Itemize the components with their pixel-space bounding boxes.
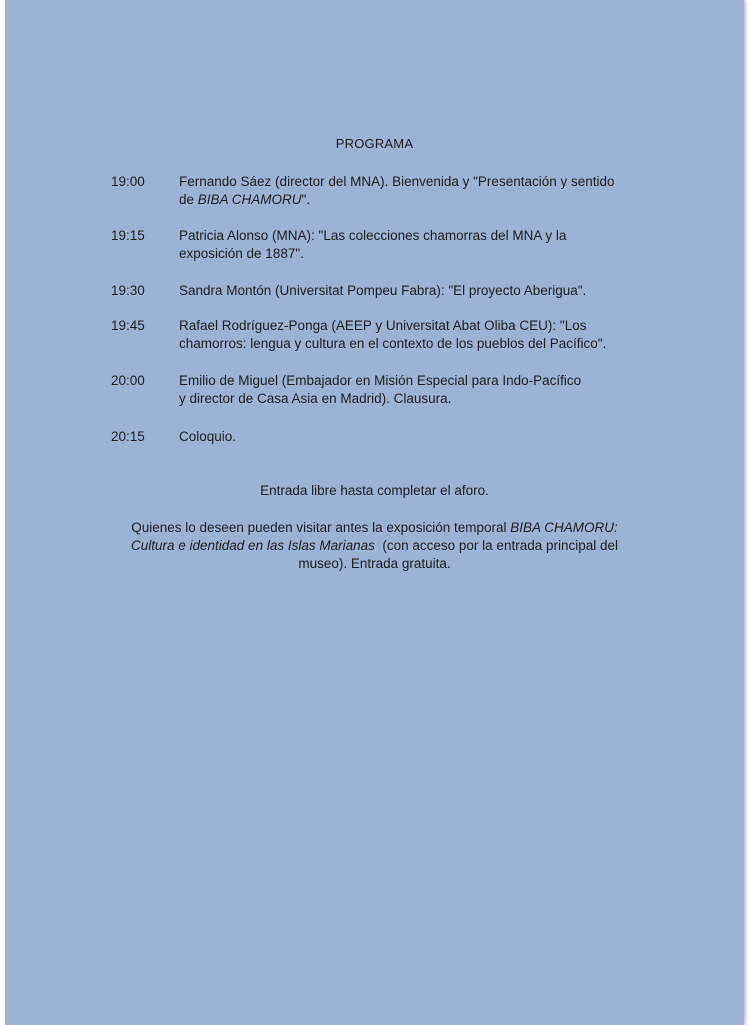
program-item-time: 19:45 (111, 318, 145, 333)
program-item-text: de (179, 192, 198, 207)
program-item-line: exposición de 1887". (179, 246, 304, 261)
program-item-line: Emilio de Miguel (Embajador en Misión Especial para Indo-Pacífico (179, 373, 582, 388)
visit-line: museo). Entrada gratuita. (298, 556, 451, 571)
entrada-note (5, 482, 744, 500)
visit-text: (con acceso por la entrada principal del (374, 538, 619, 553)
document-page (5, 0, 744, 1025)
program-item-description (179, 428, 649, 446)
exhibition-subtitle: Cultura e identidad en las Islas Marianas (130, 538, 375, 553)
program-item-description (179, 372, 649, 408)
program-item-line: Fernando Sáez (director del MNA). Bienvenida y "Presentación y sentido (179, 174, 615, 189)
visit-text: Quienes lo deseen pueden visitar antes la exposición temporal (131, 520, 511, 535)
entrada-text: Entrada libre hasta completar el aforo. (260, 483, 489, 498)
program-item-line: Coloquio. (179, 429, 237, 444)
visit-note (5, 519, 744, 573)
program-item-time: 20:00 (111, 373, 145, 388)
program-item-text: ". (301, 192, 311, 207)
program-item-description (179, 227, 649, 263)
program-item-time: 19:15 (111, 228, 145, 243)
exhibition-title: BIBA CHAMORU: (510, 520, 618, 535)
program-item-line (179, 191, 649, 209)
program-item-line: chamorros: lengua y cultura en el contexto de los pueblos del Pacífico". (179, 336, 607, 351)
program-item-description (179, 282, 649, 300)
program-item-line: Rafael Rodríguez-Ponga (AEEP y Universitat Abat Oliba CEU): "Los (179, 318, 587, 333)
program-item-line: Patricia Alonso (MNA): "Las colecciones chamorras del MNA y la (179, 228, 567, 243)
program-item-line: y director de Casa Asia en Madrid). Clausura. (179, 391, 452, 406)
visit-line (5, 519, 744, 537)
program-item-description (179, 173, 649, 209)
program-title: PROGRAMA (335, 136, 414, 151)
program-item-time: 20:15 (111, 429, 145, 444)
visit-line (5, 537, 744, 555)
program-item-time: 19:30 (111, 283, 145, 298)
program-item-description (179, 317, 649, 353)
exhibition-title: BIBA CHAMORU (197, 192, 302, 207)
program-item-line: Sandra Montón (Universitat Pompeu Fabra): "El proyecto Aberigua". (179, 283, 587, 298)
program-item-time: 19:00 (111, 174, 145, 189)
